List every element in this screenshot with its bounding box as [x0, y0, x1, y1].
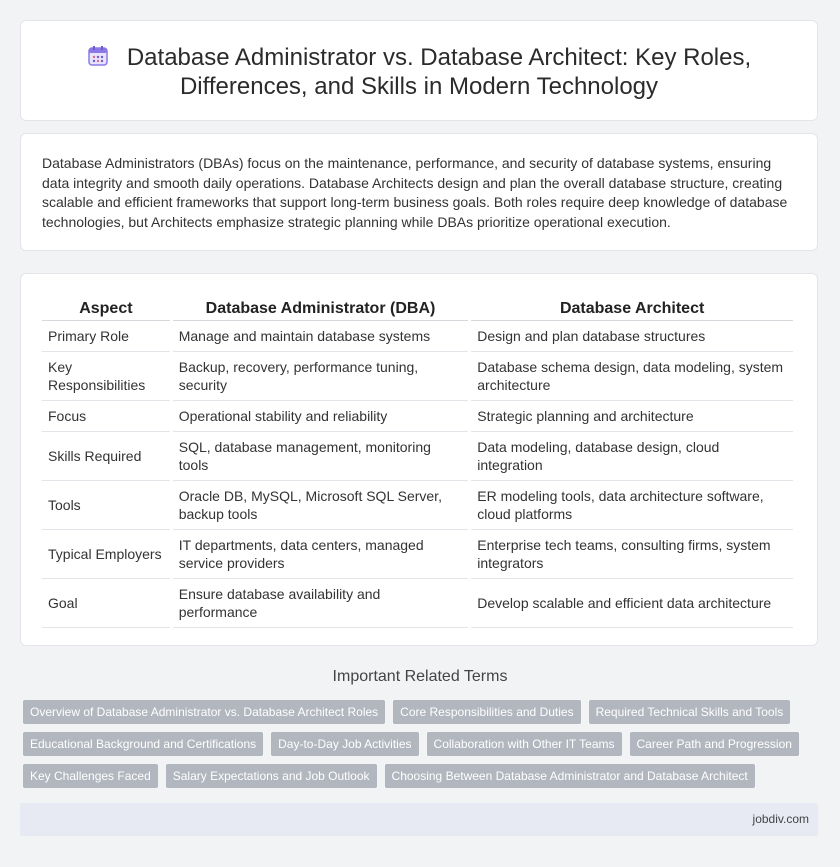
table-cell: Strategic planning and architecture [471, 401, 793, 432]
tag-row [23, 764, 823, 788]
page-title-text: Database Administrator vs. Database Architect: Key Roles, Differences, and Skills in Modern Technology [126, 44, 752, 100]
table-cell: Enterprise tech teams, consulting firms, system integrators [471, 530, 793, 579]
tag-row [23, 732, 823, 756]
table-header-row [42, 295, 793, 321]
related-term-tag[interactable]: Salary Expectations and Job Outlook [166, 764, 377, 788]
table-cell: Ensure database availability and performance [173, 579, 469, 628]
related-term-tag[interactable]: Career Path and Progression [630, 732, 799, 756]
related-term-tag[interactable]: Key Challenges Faced [23, 764, 158, 788]
footer-site-link[interactable]: jobdiv.com [752, 812, 809, 826]
table-cell: Focus [42, 401, 170, 432]
column-header: Aspect [42, 295, 170, 321]
table-cell: Design and plan database structures [471, 321, 793, 352]
table-row [42, 481, 793, 530]
column-header: Database Architect [471, 295, 793, 321]
comparison-card [20, 273, 818, 646]
table-row [42, 401, 793, 432]
related-term-tag[interactable]: Collaboration with Other IT Teams [427, 732, 622, 756]
related-terms-list [23, 700, 823, 796]
table-cell: Tools [42, 481, 170, 530]
related-term-tag[interactable]: Day-to-Day Job Activities [271, 732, 418, 756]
column-header: Database Administrator (DBA) [173, 295, 469, 321]
table-cell: Manage and maintain database systems [173, 321, 469, 352]
table-cell: Oracle DB, MySQL, Microsoft SQL Server, backup tools [173, 481, 469, 530]
table-cell: Typical Employers [42, 530, 170, 579]
table-cell: IT departments, data centers, managed service providers [173, 530, 469, 579]
footer [20, 803, 818, 836]
related-terms-heading: Important Related Terms [332, 668, 508, 685]
tag-row [23, 700, 823, 724]
table-cell: SQL, database management, monitoring tools [173, 432, 469, 481]
related-term-tag[interactable]: Required Technical Skills and Tools [589, 700, 791, 724]
comparison-table [39, 295, 796, 628]
table-cell: Data modeling, database design, cloud integration [471, 432, 793, 481]
table-cell: Key Responsibilities [42, 352, 170, 401]
related-term-tag[interactable]: Educational Background and Certifications [23, 732, 263, 756]
related-term-tag[interactable]: Overview of Database Administrator vs. Database Architect Roles [23, 700, 385, 724]
table-row [42, 321, 793, 352]
table-cell: Develop scalable and efficient data architecture [471, 579, 793, 628]
title-card [20, 20, 818, 121]
table-row [42, 530, 793, 579]
intro-paragraph: Database Administrators (DBAs) focus on the maintenance, performance, and security of database systems, ensuring data integrity and smooth daily operations. Database Architects design and plan the overall database structure, creating scalable and efficient frameworks that support long-term business goals. Both roles require deep knowledge of database technologies, but Architects emphasize strategic planning while DBAs prioritize operational execution. [42, 155, 788, 230]
table-cell: Primary Role [42, 321, 170, 352]
page-title [21, 43, 817, 101]
calendar-icon [87, 45, 109, 67]
table-row [42, 352, 793, 401]
intro-card [20, 133, 818, 251]
related-term-tag[interactable]: Choosing Between Database Administrator and Database Architect [385, 764, 755, 788]
table-cell: Skills Required [42, 432, 170, 481]
table-cell: Goal [42, 579, 170, 628]
table-row [42, 579, 793, 628]
related-term-tag[interactable]: Core Responsibilities and Duties [393, 700, 580, 724]
table-cell: ER modeling tools, data architecture software, cloud platforms [471, 481, 793, 530]
table-cell: Database schema design, data modeling, system architecture [471, 352, 793, 401]
table-cell: Backup, recovery, performance tuning, security [173, 352, 469, 401]
table-cell: Operational stability and reliability [173, 401, 469, 432]
table-row [42, 432, 793, 481]
